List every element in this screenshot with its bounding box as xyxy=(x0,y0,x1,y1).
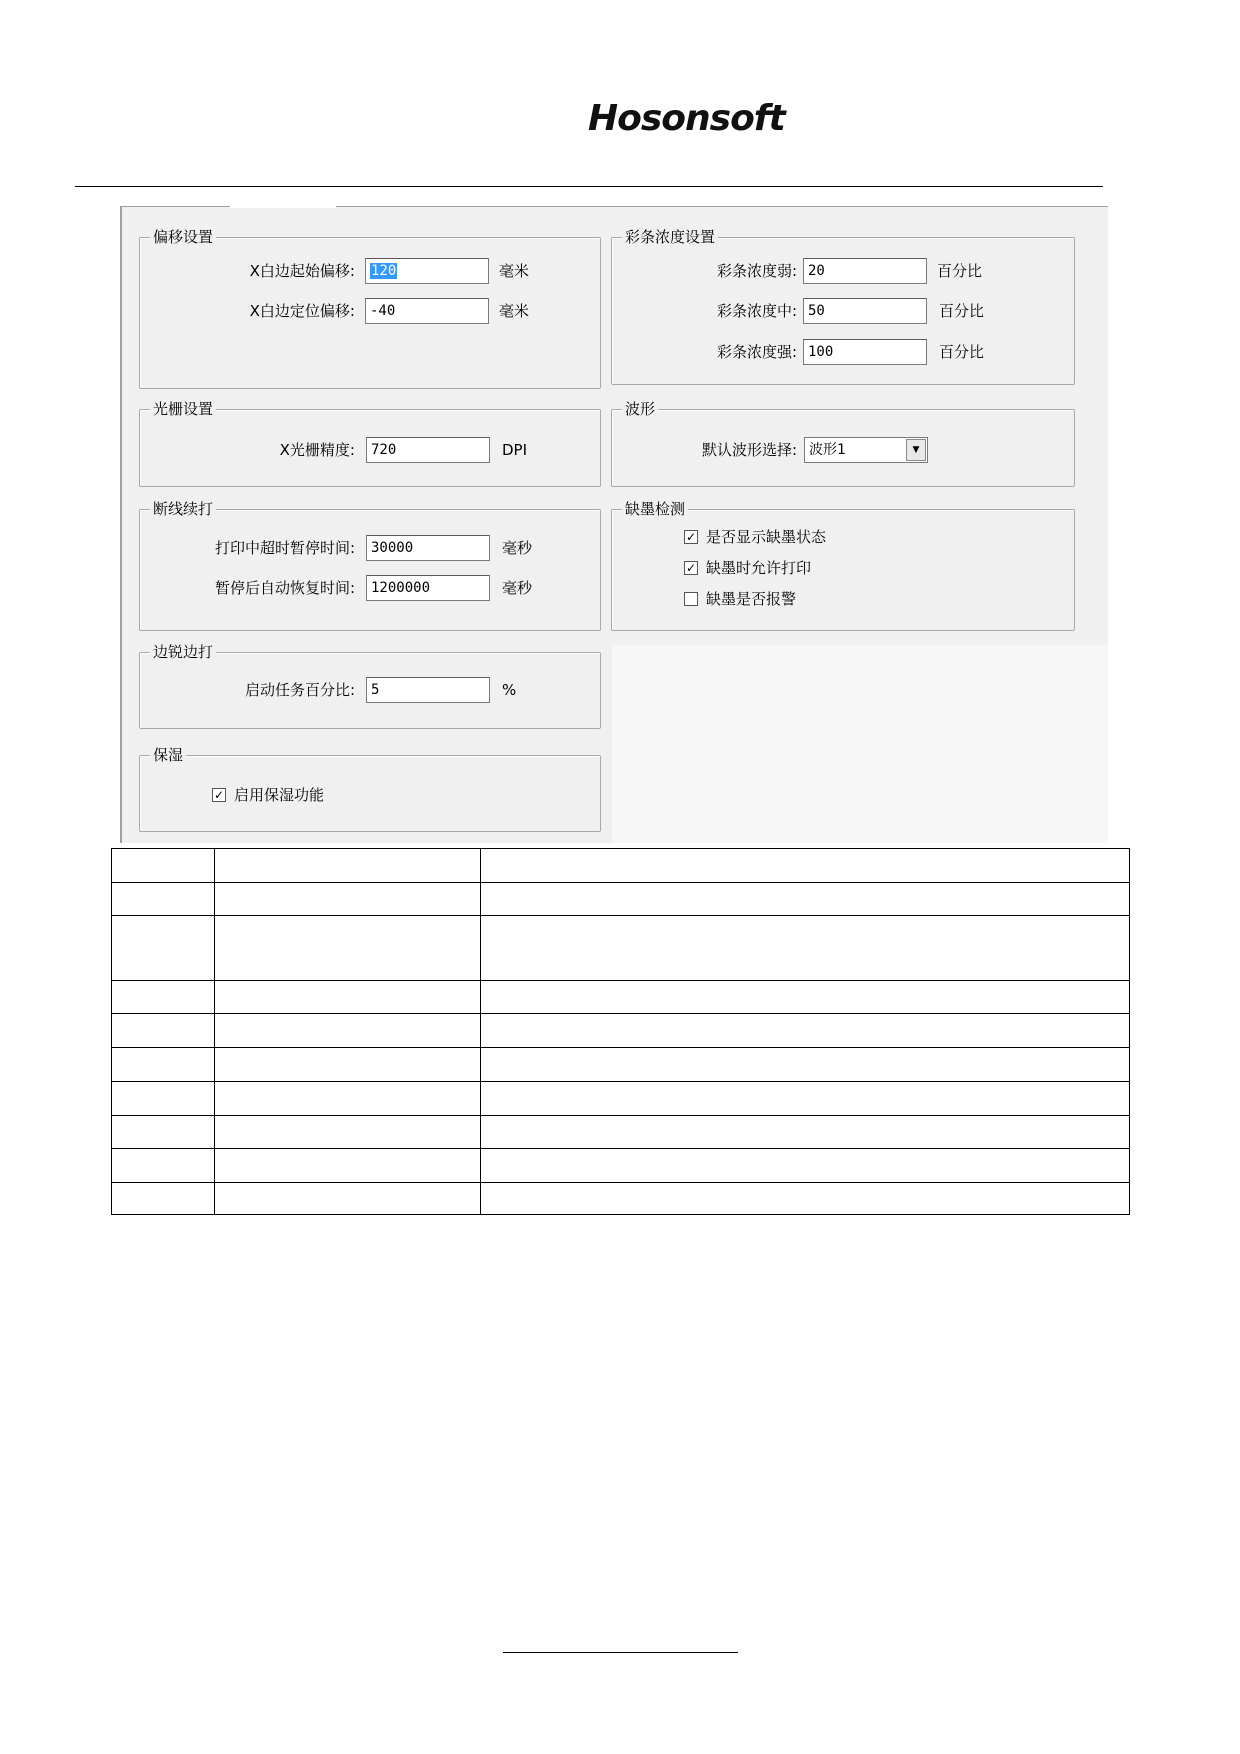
tab-edge xyxy=(230,205,336,208)
auto-resume-input[interactable]: 1200000 xyxy=(366,575,490,601)
x-start-offset-unit: 毫米 xyxy=(499,262,530,280)
table-cell xyxy=(112,1183,215,1215)
start-task-percent-unit: % xyxy=(502,681,517,699)
color-bar-strong-unit: 百分比 xyxy=(939,343,985,361)
color-bar-weak-input[interactable]: 20 xyxy=(803,258,927,284)
table-row xyxy=(112,1048,1130,1082)
offset-group xyxy=(139,228,601,389)
auto-resume-label: 暂停后自动恢复时间: xyxy=(214,579,355,597)
table-cell xyxy=(215,981,481,1014)
color-bar-mid-unit: 百分比 xyxy=(939,302,985,320)
x-position-offset-label: X白边定位偏移: xyxy=(249,302,355,320)
x-start-offset-input[interactable] xyxy=(365,258,489,284)
x-position-offset-unit: 毫米 xyxy=(499,302,530,320)
edge-print-group xyxy=(139,643,601,729)
table-row xyxy=(112,1082,1130,1116)
table-cell xyxy=(112,916,215,981)
color-bar-group-title: 彩条浓度设置 xyxy=(622,227,718,247)
table-cell xyxy=(481,1082,1130,1116)
table-row xyxy=(112,1116,1130,1149)
settings-dialog xyxy=(120,206,1108,843)
checkbox-box[interactable]: ✓ xyxy=(685,530,697,544)
table-cell xyxy=(215,1082,481,1116)
chevron-down-icon[interactable]: ▼ xyxy=(906,439,926,461)
table-cell xyxy=(112,1082,215,1116)
header-rule xyxy=(75,186,1103,187)
raster-precision-input[interactable]: 720 xyxy=(366,437,490,463)
auto-resume-unit: 毫秒 xyxy=(502,579,533,597)
table-cell xyxy=(215,883,481,916)
print-timeout-label: 打印中超时暂停时间: xyxy=(214,539,355,557)
color-bar-strong-input[interactable]: 100 xyxy=(803,339,927,365)
table-row xyxy=(112,981,1130,1014)
x-position-offset-input[interactable]: -40 xyxy=(365,298,489,324)
waveform-group xyxy=(611,400,1075,487)
ink-check-group xyxy=(611,500,1075,631)
empty-table xyxy=(111,848,1130,1215)
low-ink-alarm-checkbox[interactable] xyxy=(684,588,796,610)
default-waveform-select[interactable] xyxy=(804,437,928,463)
color-bar-strong-label: 彩条浓度强: xyxy=(716,343,797,361)
low-ink-alarm-label: 缺墨是否报警 xyxy=(706,590,797,608)
table-row xyxy=(112,1014,1130,1048)
default-waveform-label: 默认波形选择: xyxy=(701,441,797,459)
color-bar-weak-label: 彩条浓度弱: xyxy=(716,262,797,280)
table-row xyxy=(112,883,1130,916)
table-cell xyxy=(112,981,215,1014)
table-row xyxy=(112,916,1130,981)
table-cell xyxy=(481,1183,1130,1215)
checkbox-box[interactable] xyxy=(684,592,698,606)
raster-precision-unit: DPI xyxy=(502,441,528,459)
table-row xyxy=(112,1183,1130,1215)
table-cell xyxy=(215,1116,481,1149)
show-ink-status-label: 是否显示缺墨状态 xyxy=(706,528,827,546)
offset-group-title: 偏移设置 xyxy=(150,227,216,247)
start-task-percent-input[interactable]: 5 xyxy=(366,677,490,703)
table-cell xyxy=(481,1149,1130,1183)
moisture-group-title: 保湿 xyxy=(150,745,186,765)
color-bar-weak-unit: 百分比 xyxy=(937,262,983,280)
table-cell xyxy=(215,1149,481,1183)
print-timeout-unit: 毫秒 xyxy=(502,539,533,557)
table-cell xyxy=(112,849,215,883)
logo: Hosonsoft xyxy=(588,98,785,139)
table-cell xyxy=(481,1014,1130,1048)
start-task-percent-label: 启动任务百分比: xyxy=(244,681,355,699)
table-cell xyxy=(481,981,1130,1014)
checkbox-box[interactable]: ✓ xyxy=(213,788,225,802)
enable-moisture-checkbox[interactable] xyxy=(212,784,324,806)
table-cell xyxy=(112,1048,215,1082)
waveform-group-title: 波形 xyxy=(622,399,658,419)
resume-group xyxy=(139,500,601,631)
table-cell xyxy=(112,1116,215,1149)
show-ink-status-checkbox[interactable] xyxy=(684,526,826,548)
table-cell xyxy=(481,916,1130,981)
x-start-offset-value: 120 xyxy=(371,263,397,279)
raster-group xyxy=(139,400,601,487)
table-cell xyxy=(481,849,1130,883)
table-cell xyxy=(215,1048,481,1082)
allow-print-low-ink-checkbox[interactable] xyxy=(684,557,811,579)
ink-check-group-title: 缺墨检测 xyxy=(622,499,688,519)
table-cell xyxy=(112,1149,215,1183)
color-bar-mid-input[interactable]: 50 xyxy=(803,298,927,324)
table-cell xyxy=(215,916,481,981)
table-cell xyxy=(215,849,481,883)
table-cell xyxy=(215,1183,481,1215)
enable-moisture-label: 启用保湿功能 xyxy=(234,786,325,804)
default-waveform-value: 波形1 xyxy=(809,442,846,458)
table-cell xyxy=(112,1014,215,1048)
table-cell xyxy=(481,1116,1130,1149)
table-row xyxy=(112,849,1130,883)
checkbox-box[interactable]: ✓ xyxy=(685,561,697,575)
resume-group-title: 断线续打 xyxy=(150,499,216,519)
footer-link-underline xyxy=(503,1652,738,1653)
empty-panel-area xyxy=(612,645,1108,843)
print-timeout-input[interactable]: 30000 xyxy=(366,535,490,561)
allow-print-low-ink-label: 缺墨时允许打印 xyxy=(706,559,812,577)
table-cell xyxy=(112,883,215,916)
table-row xyxy=(112,1149,1130,1183)
raster-precision-label: X光栅精度: xyxy=(279,441,355,459)
edge-print-group-title: 边锐边打 xyxy=(150,642,216,662)
raster-group-title: 光栅设置 xyxy=(150,399,216,419)
table-cell xyxy=(215,1014,481,1048)
moisture-group xyxy=(139,746,601,832)
table-cell xyxy=(481,883,1130,916)
x-start-offset-label: X白边起始偏移: xyxy=(249,262,355,280)
color-bar-group xyxy=(611,228,1075,385)
color-bar-mid-label: 彩条浓度中: xyxy=(716,302,797,320)
table-cell xyxy=(481,1048,1130,1082)
